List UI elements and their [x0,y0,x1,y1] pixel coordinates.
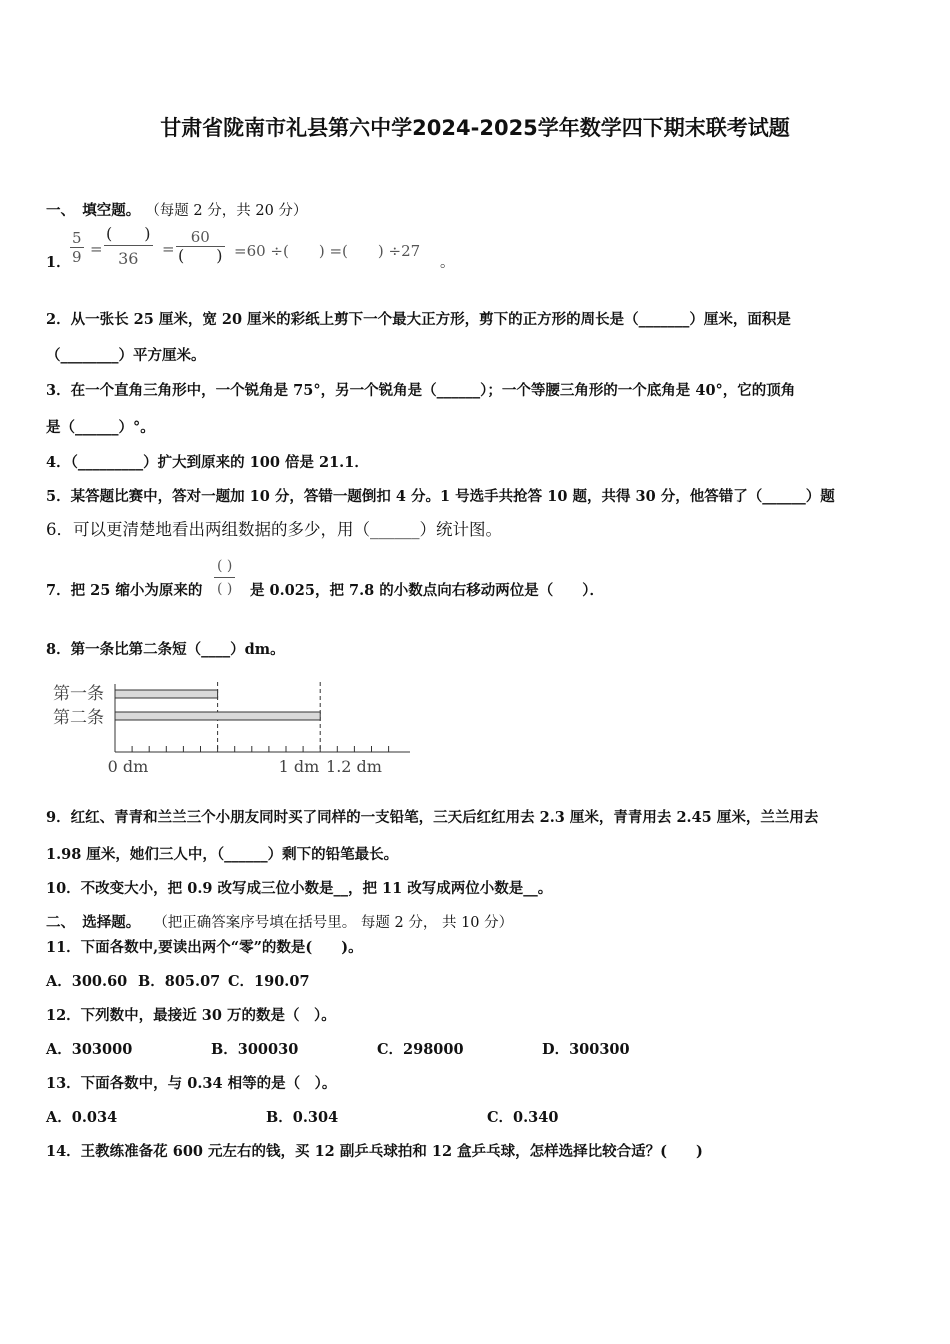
q12-option-d[interactable]: D．300300 [542,1041,630,1058]
question-14: 14．王教练准备花 600 元左右的钱，买 12 副乒乓球拍和 12 盒乒乓球，怎样选择比较合适？( ) [46,1143,703,1160]
question-3-line-1: 3．在一个直角三角形中，一个锐角是 75°，另一个锐角是（______）；一个等腰三角形的一个底角是 40°，它的顶角 [46,382,796,399]
q13-option-b[interactable]: B．0.304 [266,1109,339,1126]
q8-ticks [115,746,389,752]
q12-option-a[interactable]: A．303000 [46,1041,133,1058]
question-2-line-1: 2．从一张长 25 厘米，宽 20 厘米的彩纸上剪下一个最大正方形，剪下的正方形的周长是（_______）厘米，面积是 [46,311,791,328]
question-6 [46,520,502,541]
question-2-line-2: （________）平方厘米。 [46,347,206,364]
question-6-text: 6．可以更清楚地看出两组数据的多少，用（______）统计图。 [46,520,502,539]
q8-bar-diagram [40,676,420,786]
q1-fraction-1 [70,229,84,266]
q1-f2-denominator: 36 [104,245,153,268]
q1-end: 。 [440,255,455,271]
q11-option-a[interactable]: A．300.60 [46,973,128,990]
q7-fraction-numerator[interactable]: ( ) [217,558,233,574]
section-2-header [46,913,513,933]
q1-equals-1: = [90,240,103,258]
q11-option-b[interactable]: B．805.07 [138,973,221,990]
q8-bar-label-second: 第二条 [53,708,104,728]
q7-text-before: 7．把 25 缩小为原来的 [46,582,203,599]
section-2-label: 二、 选择题。 [46,914,141,931]
q1-equals-2: = [162,240,175,258]
section-1-label: 一、 填空题。 [46,202,141,219]
q8-tick-label-2: 1.2 dm [326,757,382,776]
question-12: 12．下列数中，最接近 30 万的数是（ ）。 [46,1007,336,1024]
question-10: 10．不改变大小，把 0.9 改写成三位小数是__，把 11 改写成两位小数是__。 [46,880,553,897]
q11-option-c[interactable]: C．190.07 [228,973,310,990]
page-title: 甘肃省陇南市礼县第六中学2024-2025学年数学四下期末联考试题 [160,116,790,140]
q1-f3-denominator[interactable]: ( ) [178,246,223,265]
q7-fraction [214,557,235,598]
q7-text-after: 是 0.025，把 7.8 的小数点向右移动两位是（ ）． [250,582,605,599]
question-5: 5．某答题比赛中，答对一题加 10 分，答错一题倒扣 4 分。1 号选手共抢答 10 题，共得 30 分，他答错了（______）题 [46,488,835,505]
question-13: 13．下面各数中，与 0.34 相等的是（ ）。 [46,1075,337,1092]
q1-fraction-3 [176,228,225,265]
q13-option-c[interactable]: C．0.340 [487,1109,559,1126]
section-1-header [46,201,307,221]
section-2-note: （把正确答案序号填在括号里。 每题 2 分， 共 10 分） [153,915,514,931]
section-1-note: （每题 2 分，共 20 分） [145,203,308,219]
question-9-line-1: 9．红红、青青和兰兰三个小朋友同时买了同样的一支铅笔，三天后红红用去 2.3 厘米，青青用去 2.45 厘米，兰兰用去 [46,809,819,826]
q12-option-c[interactable]: C．298000 [377,1041,464,1058]
q8-tick-label-0: 0 dm [107,757,149,776]
q7-fraction-denominator[interactable]: ( ) [214,577,235,598]
q1-fraction-2 [104,225,153,268]
question-4: 4．（_________）扩大到原来的 100 倍是 21.1． [46,454,369,471]
q1-f3-numerator: 60 [190,228,210,246]
q8-bar-first [115,690,218,698]
q1-number: 1． [46,254,71,271]
question-3-line-2: 是（______）°。 [46,419,155,436]
q12-option-b[interactable]: B．300030 [211,1041,299,1058]
q1-f2-numerator[interactable]: ( ) [106,224,151,243]
q1-f1-numerator: 5 [72,229,82,247]
q8-bar-label-first: 第一条 [53,684,104,704]
q13-option-a[interactable]: A．0.034 [46,1109,118,1126]
q8-bar-second [115,712,320,720]
q1-expression: =60 ÷( ) =( ) ÷27 [234,242,421,260]
q8-tick-label-1: 1 dm [278,757,320,776]
question-11: 11．下面各数中,要读出两个“零”的数是( )。 [46,939,363,956]
q1-f1-denominator: 9 [72,248,82,266]
question-9-line-2: 1.98 厘米，她们三人中，（______）剩下的铅笔最长。 [46,846,399,863]
question-8: 8．第一条比第二条短（____）dm。 [46,641,285,658]
